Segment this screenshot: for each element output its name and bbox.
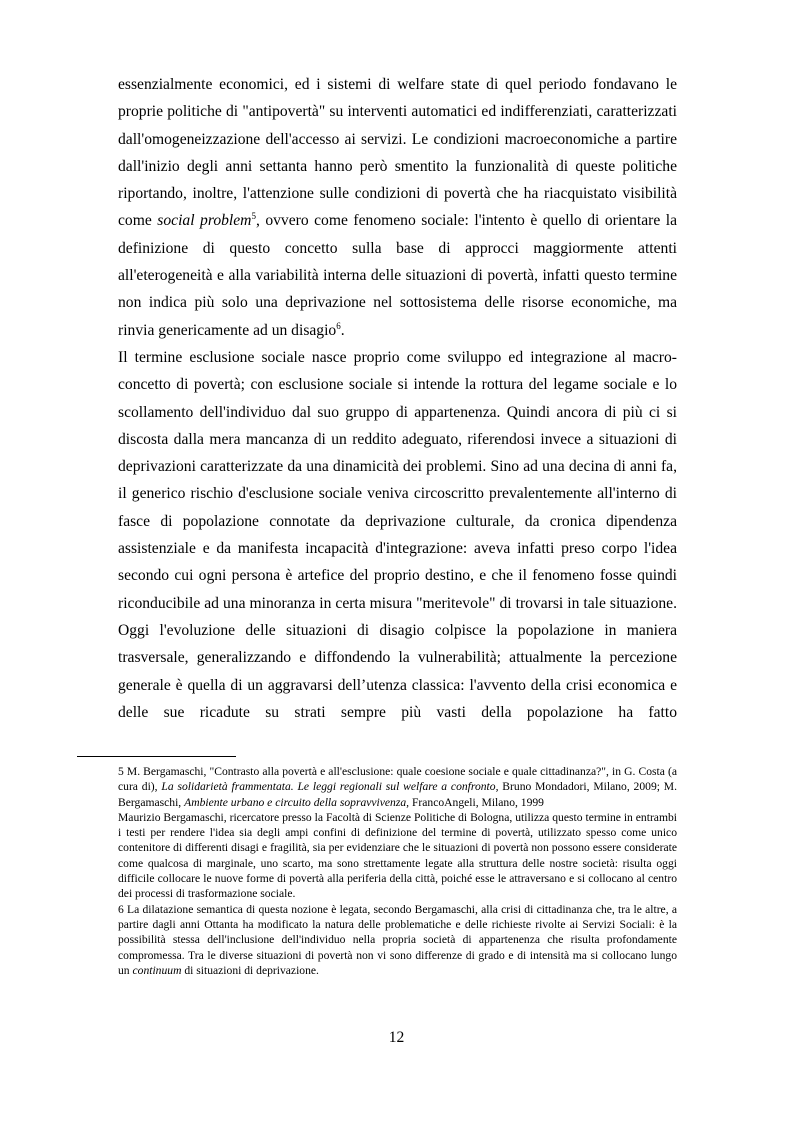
footnote-ref-5[interactable]: 5 [251, 211, 256, 222]
page-number: 12 [388, 1029, 405, 1046]
paragraph-1: essenzialmente economici, ed i sistemi di welfare state di quel periodo fondavano le proprie politiche di "antipovertà" su interventi automatici ed indifferenziati, caratterizzati dall'omogeneizzazione dell'accesso ai servizi. Le condizioni macroeconomiche a partire dall'inizio degli anni settanta hanno però smentito la funzionalità di queste politiche riportando, inoltre, l'attenzione sulle condizioni di povertà che ha riacquistato visibilità come social problem$^5$, ovvero come fenomeno sociale: l'intento è quello di orientare la definizione di questo concetto sulla base di approcci maggiormente attenti all'eterogeneità e alla variabilità interna delle situazioni di povertà, infatti questo termine non indica più solo una deprivazione nel sottosistema delle risorse economiche, ma rinvia genericamente ad un disagio$^6$. [118, 76, 678, 339]
footnote-5: 5 M. Bergamaschi, "Contrasto alla povertà e all'esclusione: quale coesione sociale e quale cittadinanza?", in G. Costa (a cura di), La solidarietà frammentata. Le leggi regionali sul welfare a confronto, Bruno Mondadori, Milano, 2009; M. Bergamaschi, Ambiente urbano e circuito della sopravvivenza, FrancoAngeli, Milano, 1999 [118, 765, 677, 809]
footnotes [118, 764, 677, 978]
main-text [118, 71, 677, 726]
paragraph-2: Il termine esclusione sociale nasce proprio come sviluppo ed integrazione al macro-concetto di povertà; con esclusione sociale si intende la rottura del legame sociale e lo scollamento dell'individuo dal suo gruppo di appartenenza. Quindi ancora di più ci si discosta dalla mera mancanza di un reddito adeguato, riferendosi invece a situazioni di deprivazioni caratterizzate da una dinamicità dei problemi. Sino ad una decina di anni fa, il generico rischio d'esclusione sociale veniva circoscritto prevalentemente all'interno di fasce di popolazione connotate da deprivazione culturale, da cronica dipendenza assistenziale e da manifesta incapacità d'integrazione: aveva infatti preso corpo l'idea secondo cui ogni persona è artefice del proprio destino, e che il fenomeno fosse quindi riconducibile ad una minoranza in certa misura "meritevole" di trovarsi in tale situazione. Oggi l'evoluzione delle situazioni di disagio colpisce la popolazione in maniera trasversale, generalizzando e diffondendo la vulnerabilità; attualmente la percezione generale è quella di un aggravarsi dell’utenza classica: l'avvento della crisi economica e delle sue ricadute su strati sempre più vasti della popolazione ha fatto [118, 348, 677, 721]
emphasis-social-problem: social problem [157, 212, 252, 230]
footnote-separator [77, 756, 236, 757]
footnote-6: 6 La dilatazione semantica di questa nozione è legata, secondo Bergamaschi, alla crisi di cittadinanza che, tra le altre, a partire dagli anni Ottanta ha modificato la natura delle problematiche e delle richieste rivolte ai Servizi Sociali: è la possibilità stessa dell'inclusione dell'individuo nella propria società di appartenenza che risulta profondamente compromessa. Tra le diverse situazioni di povertà non vi sono differenze di grado e di intensità ma si collocano lungo un continuum di situazioni di deprivazione. [118, 902, 677, 977]
footnote-5-continued: Maurizio Bergamaschi, ricercatore presso la Facoltà di Scienze Politiche di Bologna, utilizza questo termine in entrambi i testi per rendere l'idea sia degli ampi confini di definizione del termine di povertà, utilizzato spesso come unico contenitore di differenti disagi e fragilità, sia per evidenziare che le situazioni di povertà non possono essere considerate come qualcosa di marginale, uno scarto, ma sono strettamente legate alla struttura delle nostre società: risulta oggi difficile collocare le nuove forme di povertà alla periferia della città, poiché esse le attraversano e si collocano al centro dei processi di trasformazione sociale. [118, 810, 677, 901]
footnote-ref-6[interactable]: 6 [336, 320, 341, 331]
